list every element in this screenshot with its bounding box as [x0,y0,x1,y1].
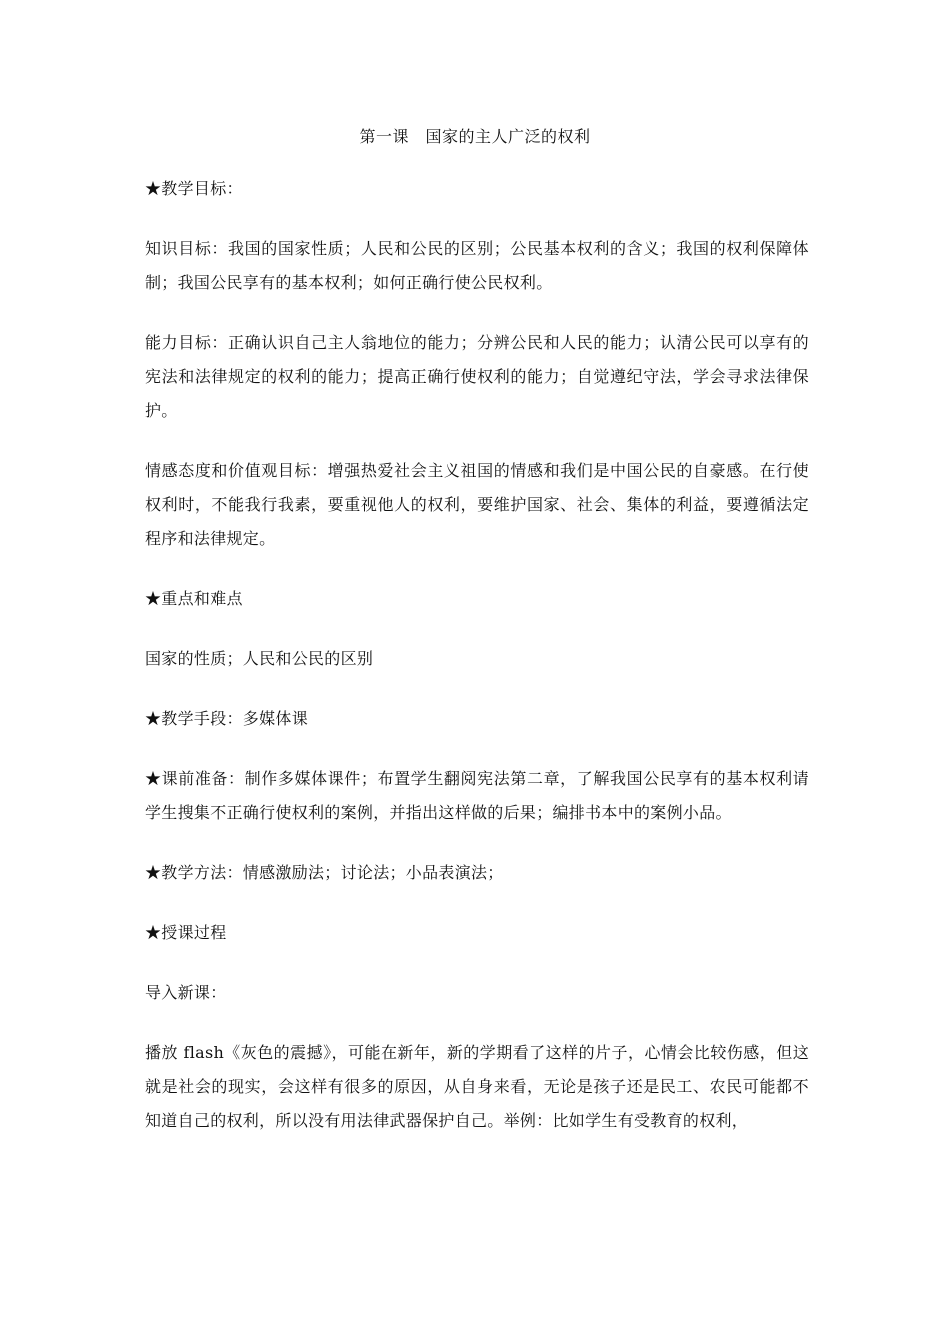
paragraph-process-heading: ★授课过程 [145,923,227,942]
document-body [145,172,809,1164]
document-title: 第一课 国家的主人广泛的权利 [359,127,591,146]
paragraph-ability-goals: 能力目标：正确认识自己主人翁地位的能力；分辨公民和人民的能力；认清公民可以享有的宪法和法律规定的权利的能力；提高正确行使权利的能力；自觉遵纪守法，学会寻求法律保护。 [145,333,809,420]
paragraph-knowledge-goals: 知识目标：我国的国家性质；人民和公民的区别；公民基本权利的含义；我国的权利保障体制；我国公民享有的基本权利；如何正确行使公民权利。 [145,239,809,292]
paragraph-teaching-goals-heading: ★教学目标： [145,179,243,198]
paragraph-teaching-means: ★教学手段：多媒体课 [145,709,309,728]
paragraph-key-points: 国家的性质；人民和公民的区别 [145,649,374,668]
paragraph-attitude-goals: 情感态度和价值观目标：增强热爱社会主义祖国的情感和我们是中国公民的自豪感。在行使权利时，不能我行我素，要重视他人的权利，要维护国家、社会、集体的利益，要遵循法定程序和法律规定。 [145,461,809,548]
paragraph-key-points-heading: ★重点和难点 [145,589,243,608]
paragraph-teaching-methods: ★教学方法：情感激励法；讨论法；小品表演法； [145,863,504,882]
paragraph-preparation: ★课前准备：制作多媒体课件；布置学生翻阅宪法第二章，了解我国公民享有的基本权利请学生搜集不正确行使权利的案例，并指出这样做的后果；编排书本中的案例小品。 [145,769,809,822]
paragraph-intro-body: 播放 flash《灰色的震撼》，可能在新年，新的学期看了这样的片子，心情会比较伤感，但这就是社会的现实，会这样有很多的原因，从自身来看，无论是孩子还是民工、农民可能都不知道自己的权利，所以没有用法律武器保护自己。举例：比如学生有受教育的权利， [145,1043,809,1130]
paragraph-intro-heading: 导入新课： [145,983,227,1002]
